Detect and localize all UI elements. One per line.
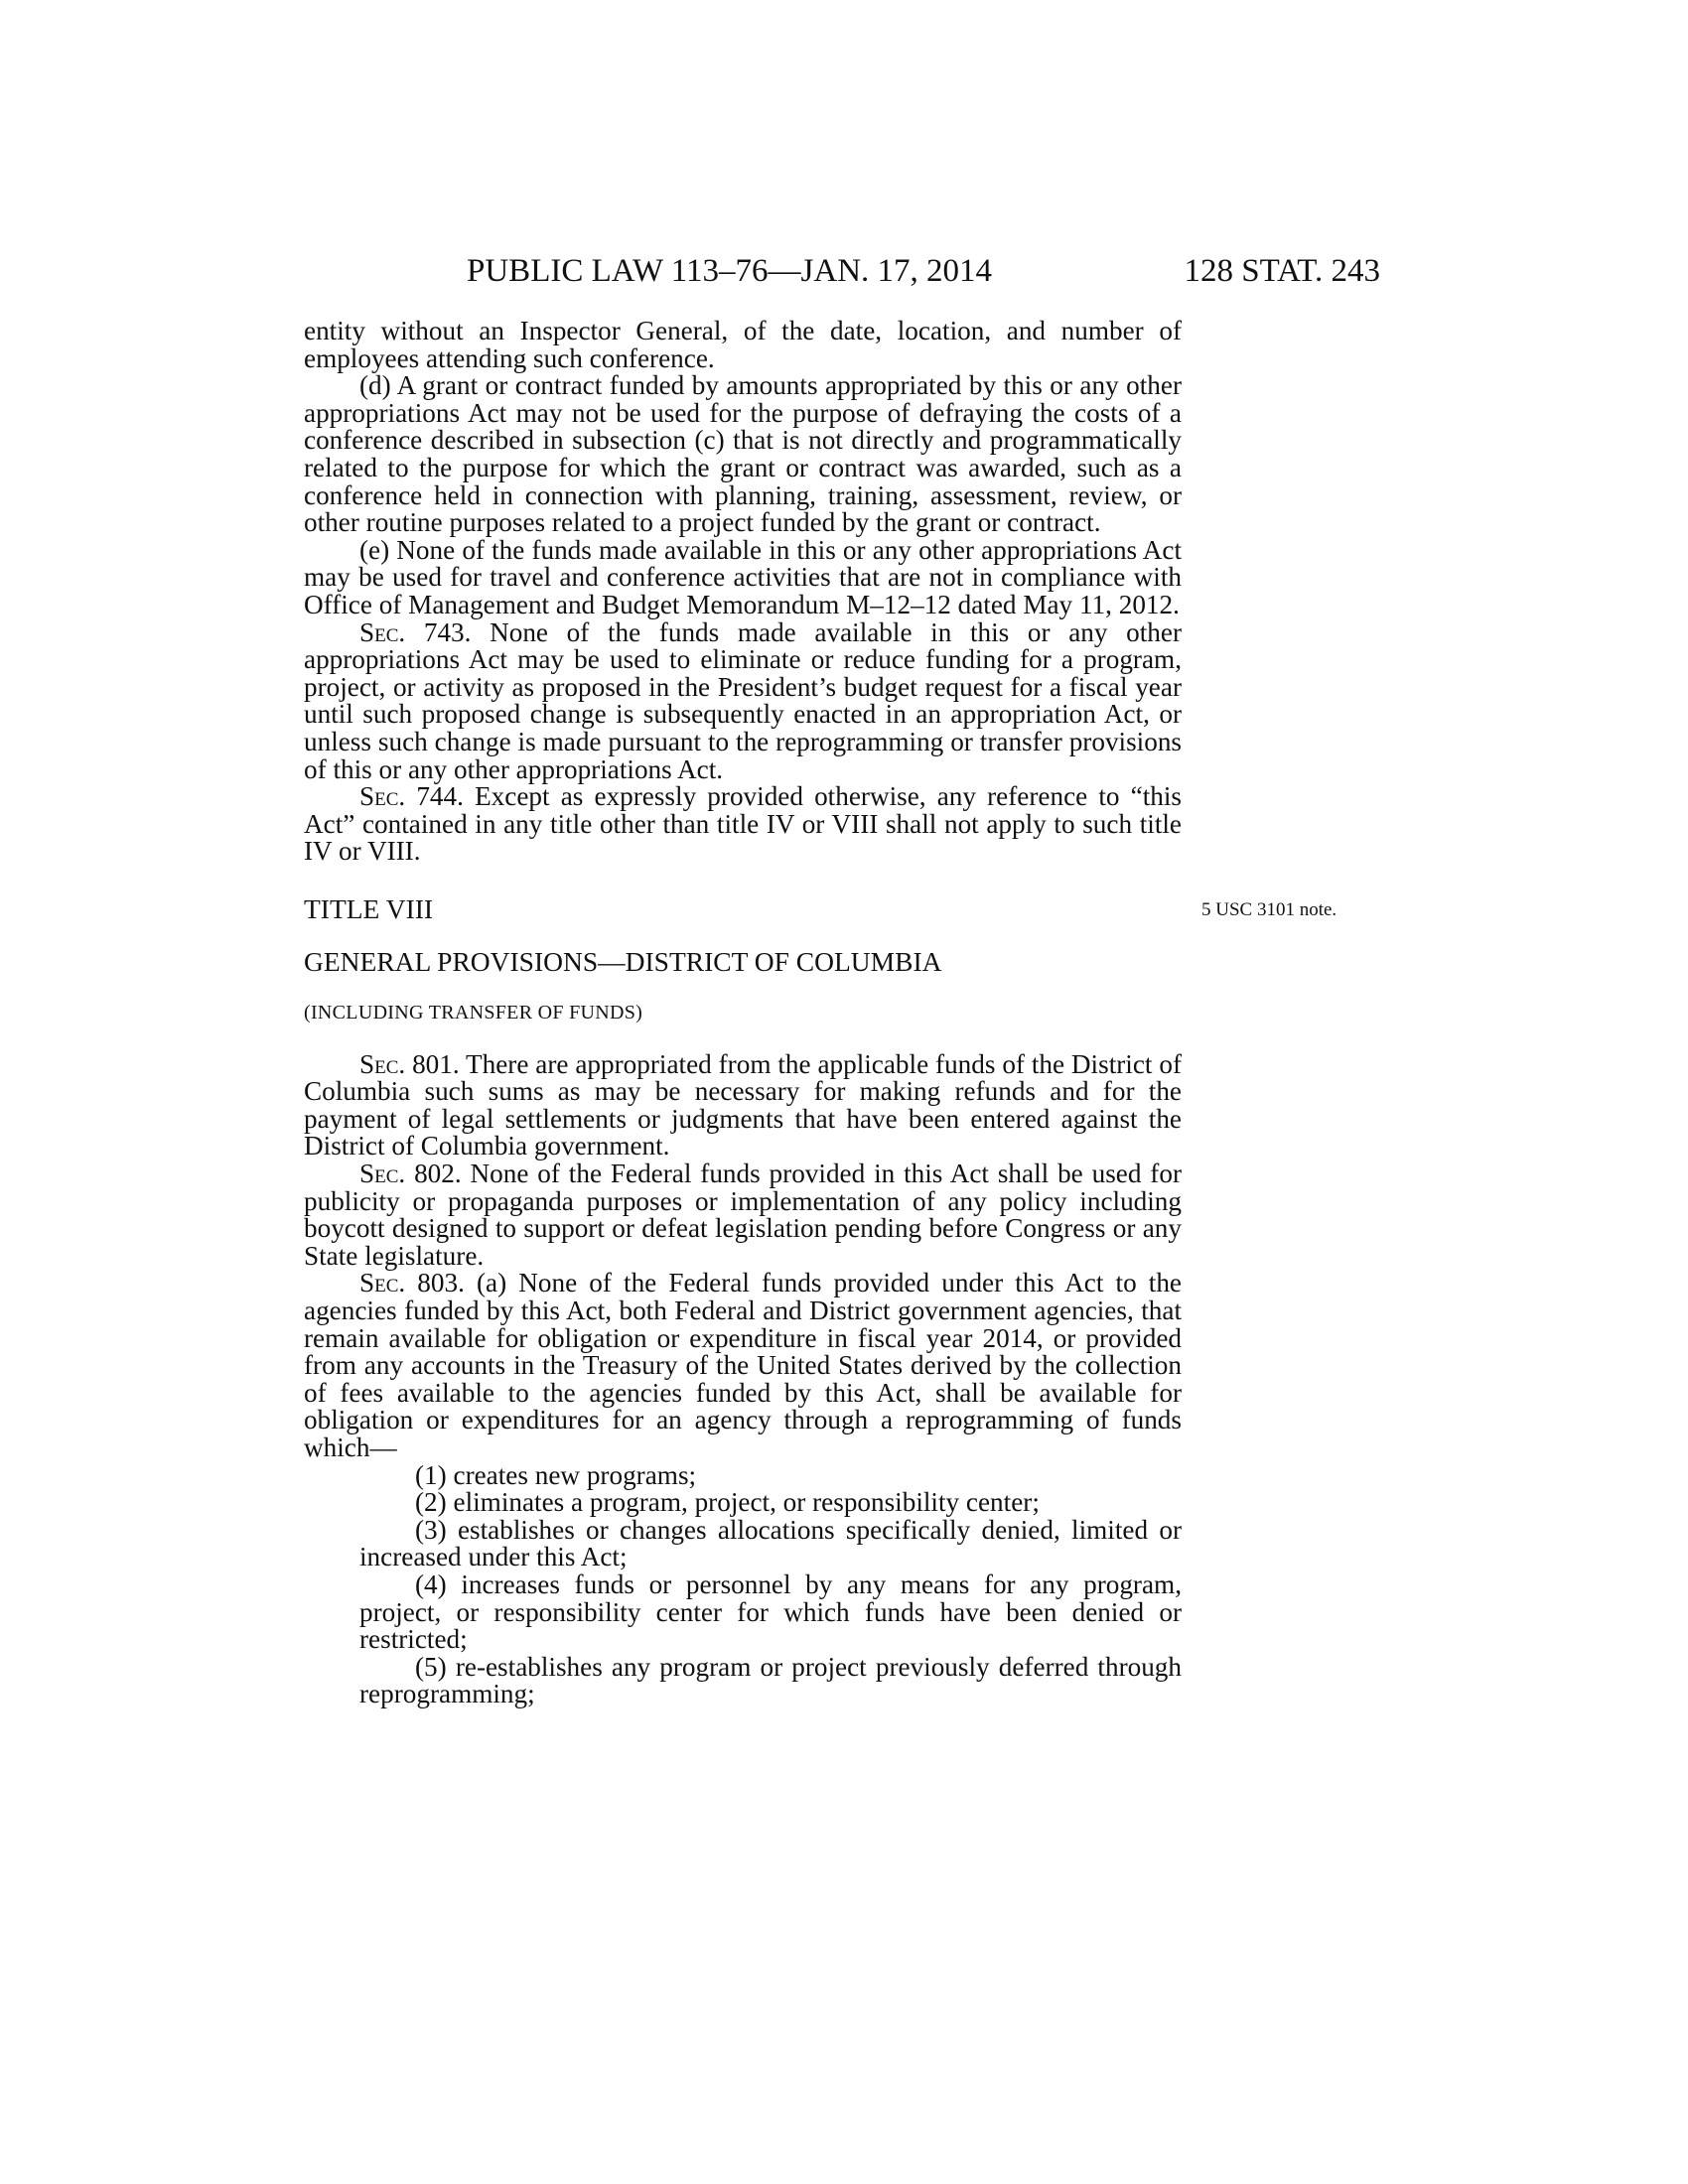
paragraph-subsection-d: (d) A grant or contract funded by amounts appropriated by this or any other appropriations Act may not be used for the purpose of defraying the costs of a conference described in subsection (c) that is not directly and programmatically related to the purpose for which the grant or contract was awarded, such as a conference held in connection with planning, training, assessment, review, or other routine purposes related to a project funded by the grant or contract.	[304, 370, 1182, 538]
running-head	[298, 246, 1380, 296]
list-item-2: (2) eliminates a program, project, or responsibility center;	[415, 1487, 1040, 1518]
body-text	[304, 318, 1182, 1708]
law-citation: PUBLIC LAW 113–76—JAN. 17, 2014	[467, 253, 993, 289]
section-744-text: Except as expressly provided otherwise, any reference to “this Act” contained in any title other than title IV or VIII shall not apply to such title IV or VIII.	[304, 781, 1182, 867]
section-802	[304, 1160, 1182, 1270]
section-802-label: Sec. 802.	[359, 1159, 462, 1189]
paragraph-subsection-e: (e) None of the funds made available in this or any other appropriations Act may be used for travel and conference activities that are not in compliance with Office of Management and Budget Memorandum M–12–12 dated May 11, 2012.	[304, 534, 1182, 619]
section-743	[304, 616, 1182, 784]
section-803-label: Sec. 803.	[359, 1268, 465, 1298]
list-item-4: (4) increases funds or personnel by any means for any program, project, or responsibility center for which funds have been denied or restricted;	[359, 1569, 1182, 1655]
paragraph-continuation: entity without an Inspector General, of the date, location, and number of employees attending such conference.	[304, 316, 1182, 373]
usc-sidenote: 5 USC 3101 note.	[1201, 899, 1337, 920]
section-744	[304, 783, 1182, 866]
list-item-5: (5) re-establishes any program or project previously deferred through reprogramming;	[359, 1651, 1182, 1709]
title-name: GENERAL PROVISIONS—DISTRICT OF COLUMBIA	[304, 946, 942, 978]
section-801-text: There are appropriated from the applicable funds of the District of Columbia such sums as may be necessary for making refunds and for the payment of legal settlements or judgments that have been entered against the District of Columbia government.	[304, 1048, 1182, 1161]
section-802-text: None of the Federal funds provided in this Act shall be used for publicity or propaganda purposes or implementation of any policy including boycott designed to support or defeat legislation pending before Congress or any State legislature.	[304, 1159, 1183, 1271]
section-743-label: Sec. 743.	[359, 616, 472, 647]
section-803-text: (a) None of the Federal funds provided under this Act to the agencies funded by this Act, both Federal and District government agencies, that remain available for obligation or expenditure in fiscal year 2014, or provided from any accounts in the Treasury of the United States derived by the collection of fees available to the agencies funded by this Act, shall be available for obligation or expenditures for an agency through a reprogramming of funds which—	[304, 1268, 1182, 1462]
list-item-1: (1) creates new programs;	[415, 1459, 697, 1490]
stat-page-number: 128 STAT. 243	[1184, 253, 1380, 289]
title-note: (INCLUDING TRANSFER OF FUNDS)	[304, 1002, 643, 1024]
title-number: TITLE VIII	[304, 892, 434, 924]
section-801-label: Sec. 801.	[359, 1048, 460, 1079]
section-744-label: Sec. 744.	[359, 781, 464, 812]
list-item-3: (3) establishes or changes allocations specifically denied, limited or increased under this Act;	[359, 1514, 1182, 1572]
section-803	[304, 1270, 1182, 1461]
section-801	[304, 1048, 1182, 1161]
section-743-text: None of the funds made available in this or any other appropriations Act may be used to eliminate or reduce funding for a program, project, or activity as proposed in the President’s budget request for a fiscal year until such proposed change is subsequently enacted in an appropriation Act, or unless such change is made pursuant to the reprogramming or transfer provisions of this or any other appropriations Act.	[304, 616, 1182, 784]
